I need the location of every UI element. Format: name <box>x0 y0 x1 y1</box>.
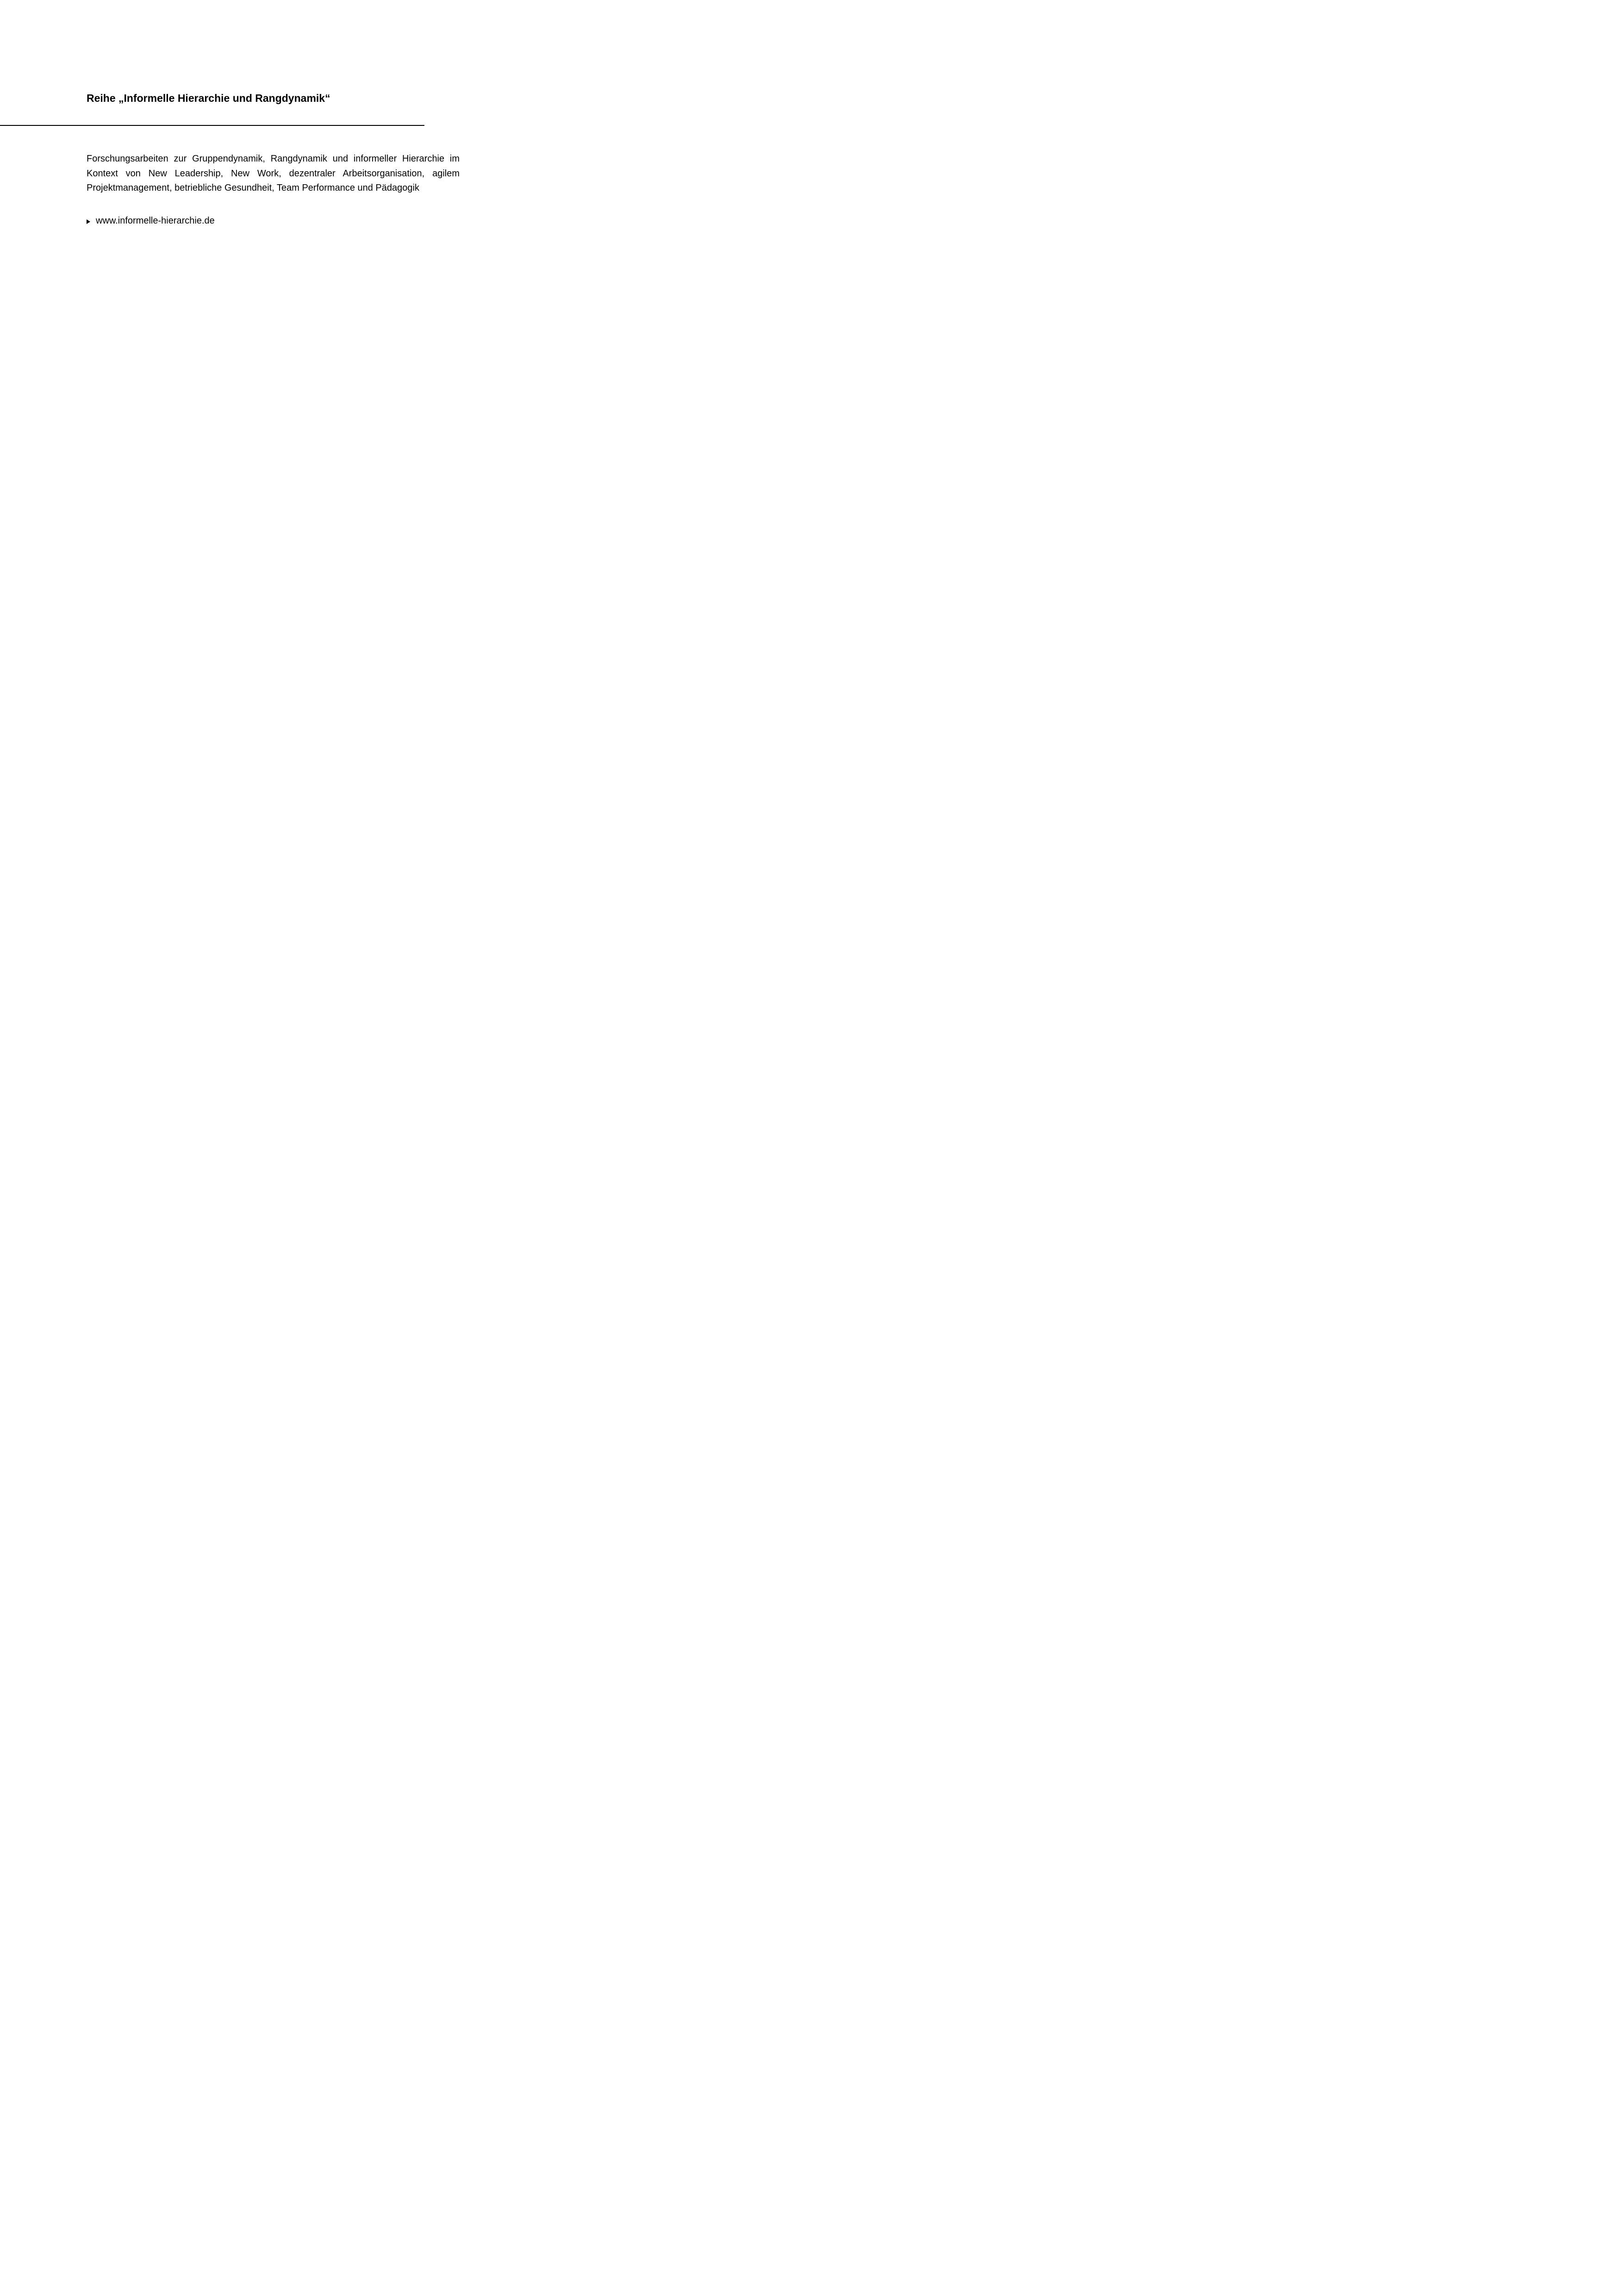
horizontal-divider <box>0 125 424 126</box>
website-link[interactable]: www.informelle-hierarchie.de <box>96 216 215 226</box>
website-link-row <box>87 214 215 228</box>
series-title: Reihe „Informelle Hierarchie und Rangdynamik“ <box>87 92 330 104</box>
triangle-right-icon <box>87 219 90 224</box>
series-description: Forschungsarbeiten zur Gruppendynamik, Rangdynamik und informeller Hierarchie im Kontext von New Leadership, New Work, dezentraler Arbeitsorganisation, agilem Projektmanagement, betriebliche Gesundheit, Team Performance und Pädagogik <box>87 154 460 193</box>
